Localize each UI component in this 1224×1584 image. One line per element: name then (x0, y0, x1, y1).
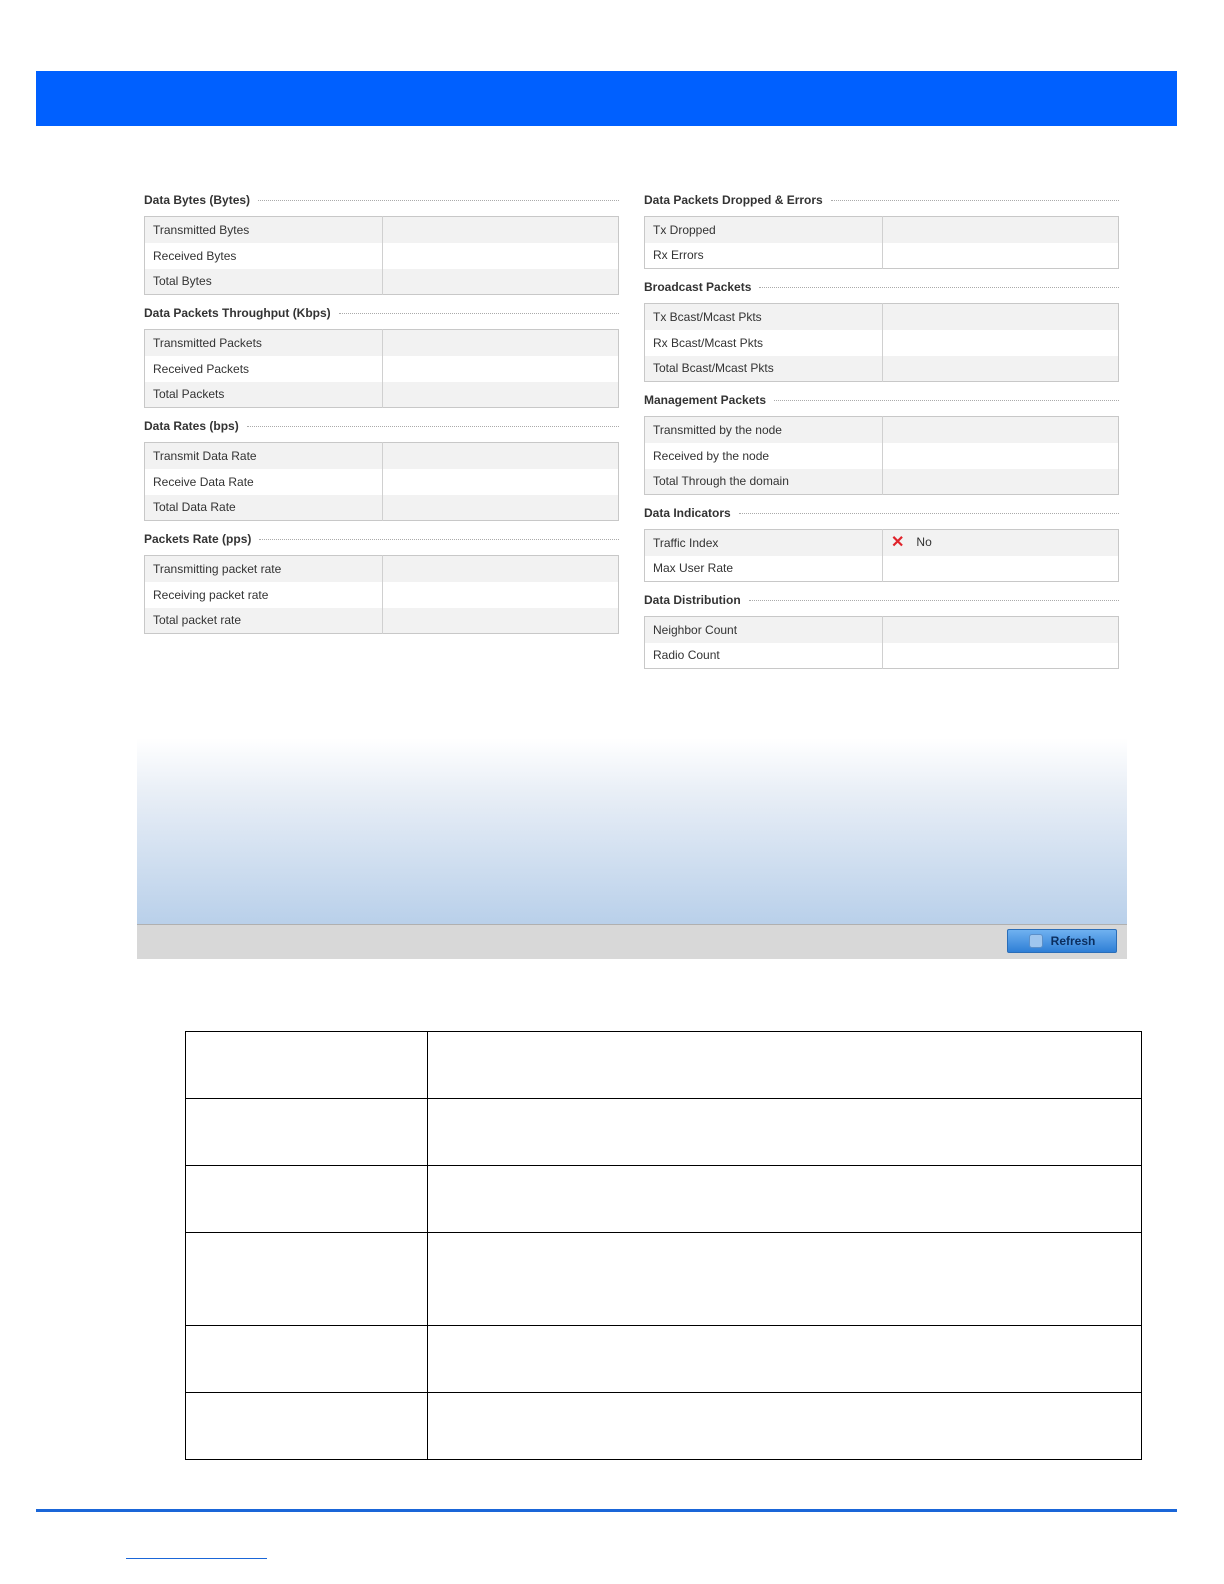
row-value-tx-dropped (883, 217, 1119, 243)
description-table (185, 1031, 1142, 1460)
x-icon: ✕ (891, 534, 905, 552)
stats-table (144, 329, 619, 408)
row-label-total-data-rate: Total Data Rate (145, 495, 383, 521)
table-row (186, 1233, 1142, 1326)
stats-table (144, 442, 619, 521)
panel-background (137, 738, 1127, 924)
row-value-received-packets (383, 356, 619, 382)
section-data-indicators (644, 503, 1119, 582)
section-title (644, 390, 1119, 410)
section-divider (774, 400, 1119, 401)
row-value-radio-count (883, 643, 1119, 669)
section-title (644, 503, 1119, 523)
section-divider (247, 426, 619, 427)
row-label-total-packets: Total Packets (145, 382, 383, 408)
section-divider (259, 539, 619, 540)
table-row (145, 443, 619, 469)
stats-table (144, 555, 619, 634)
right-column (644, 190, 1119, 677)
refresh-icon (1029, 934, 1043, 948)
table-row (645, 356, 1119, 382)
row-value-max-user-rate (883, 556, 1119, 582)
row-label-rx-errors: Rx Errors (645, 243, 883, 269)
row-value-text: No (916, 535, 932, 550)
table-row (145, 582, 619, 608)
row-label-max-user-rate: Max User Rate (645, 556, 883, 582)
row-value-total-data-rate (383, 495, 619, 521)
stats-table (644, 216, 1119, 269)
section-management-packets (644, 390, 1119, 495)
statistics-panel (137, 190, 1127, 958)
row-label-receiving-packet-rate: Receiving packet rate (145, 582, 383, 608)
left-column (144, 190, 619, 642)
table-row (186, 1099, 1142, 1166)
section-title-text: Data Packets Throughput (Kbps) (144, 306, 331, 320)
section-title (644, 590, 1119, 610)
row-value-transmitted-bytes (383, 217, 619, 243)
section-title-text: Data Bytes (Bytes) (144, 193, 251, 207)
table-row (645, 243, 1119, 269)
stats-table (644, 416, 1119, 495)
table-row (145, 243, 619, 269)
row-label-transmitting-packet-rate: Transmitting packet rate (145, 556, 383, 582)
row-label-received-by-the-node: Received by the node (645, 443, 883, 469)
table-row (645, 304, 1119, 330)
section-title-text: Data Rates (bps) (144, 419, 239, 433)
row-label-transmit-data-rate: Transmit Data Rate (145, 443, 383, 469)
row-value-total-packet-rate (383, 608, 619, 634)
section-divider (749, 600, 1119, 601)
section-title (144, 303, 619, 323)
row-label-neighbor-count: Neighbor Count (645, 617, 883, 643)
row-value-tx-bcast-mcast-pkts (883, 304, 1119, 330)
row-label-transmitted-packets: Transmitted Packets (145, 330, 383, 356)
footer-rule (36, 1509, 1177, 1512)
table-row (645, 556, 1119, 582)
section-broadcast-packets (644, 277, 1119, 382)
row-label-tx-dropped: Tx Dropped (645, 217, 883, 243)
section-data-bytes-bytes (144, 190, 619, 295)
table-row (145, 217, 619, 243)
table-row (645, 530, 1119, 556)
section-title (644, 190, 1119, 210)
section-divider (759, 287, 1119, 288)
header-bar (36, 71, 1177, 126)
section-title-text: Data Packets Dropped & Errors (644, 193, 823, 207)
row-value-traffic-index (883, 530, 1119, 556)
section-packets-rate-pps (144, 529, 619, 634)
row-value-total-bytes (383, 269, 619, 295)
table-row (145, 469, 619, 495)
table-row (145, 330, 619, 356)
table-row (145, 556, 619, 582)
row-value-transmitted-packets (383, 330, 619, 356)
section-title (144, 529, 619, 549)
section-data-rates-bps (144, 416, 619, 521)
row-label-total-bcast-mcast-pkts: Total Bcast/Mcast Pkts (645, 356, 883, 382)
row-value-transmit-data-rate (383, 443, 619, 469)
table-row (645, 643, 1119, 669)
row-label-traffic-index: Traffic Index (645, 530, 883, 556)
row-value-total-bcast-mcast-pkts (883, 356, 1119, 382)
row-label-total-packet-rate: Total packet rate (145, 608, 383, 634)
section-title-text: Broadcast Packets (644, 280, 752, 294)
row-value-transmitting-packet-rate (383, 556, 619, 582)
section-divider (258, 200, 619, 201)
section-divider (339, 313, 619, 314)
stats-table (144, 216, 619, 295)
section-title (644, 277, 1119, 297)
row-value-receive-data-rate (383, 469, 619, 495)
row-label-rx-bcast-mcast-pkts: Rx Bcast/Mcast Pkts (645, 330, 883, 356)
row-value-receiving-packet-rate (383, 582, 619, 608)
refresh-label: Refresh (1050, 934, 1096, 948)
section-title-text: Data Distribution (644, 593, 741, 607)
section-title-text: Packets Rate (pps) (144, 532, 252, 546)
table-row (645, 617, 1119, 643)
row-value-received-by-the-node (883, 443, 1119, 469)
stats-table (644, 529, 1119, 582)
section-title (144, 190, 619, 210)
table-row (186, 1393, 1142, 1460)
row-label-total-through-the-domain: Total Through the domain (645, 469, 883, 495)
table-row (186, 1326, 1142, 1393)
table-row (145, 356, 619, 382)
table-row (645, 443, 1119, 469)
row-value-received-bytes (383, 243, 619, 269)
footer-link-underline (126, 1558, 267, 1559)
stats-table (644, 303, 1119, 382)
table-row (186, 1166, 1142, 1233)
section-title (144, 416, 619, 436)
stats-table (644, 616, 1119, 669)
section-divider (739, 513, 1119, 514)
row-label-transmitted-bytes: Transmitted Bytes (145, 217, 383, 243)
row-label-received-bytes: Received Bytes (145, 243, 383, 269)
row-value-transmitted-by-the-node (883, 417, 1119, 443)
row-label-radio-count: Radio Count (645, 643, 883, 669)
table-row (645, 417, 1119, 443)
section-data-distribution (644, 590, 1119, 669)
row-value-total-through-the-domain (883, 469, 1119, 495)
table-row (645, 217, 1119, 243)
table-row (145, 495, 619, 521)
section-title-text: Data Indicators (644, 506, 731, 520)
section-title-text: Management Packets (644, 393, 767, 407)
section-divider (831, 200, 1119, 201)
row-value-total-packets (383, 382, 619, 408)
row-label-received-packets: Received Packets (145, 356, 383, 382)
row-label-transmitted-by-the-node: Transmitted by the node (645, 417, 883, 443)
row-value-neighbor-count (883, 617, 1119, 643)
row-label-receive-data-rate: Receive Data Rate (145, 469, 383, 495)
section-data-packets-throughput-kbps (144, 303, 619, 408)
panel-footer (137, 924, 1127, 959)
row-value-rx-bcast-mcast-pkts (883, 330, 1119, 356)
row-value-rx-errors (883, 243, 1119, 269)
section-data-packets-dropped-errors (644, 190, 1119, 269)
table-row (645, 330, 1119, 356)
table-row (186, 1032, 1142, 1099)
refresh-button[interactable] (1007, 929, 1117, 953)
row-label-total-bytes: Total Bytes (145, 269, 383, 295)
table-row (145, 608, 619, 634)
table-row (645, 469, 1119, 495)
table-row (145, 269, 619, 295)
row-label-tx-bcast-mcast-pkts: Tx Bcast/Mcast Pkts (645, 304, 883, 330)
table-row (145, 382, 619, 408)
